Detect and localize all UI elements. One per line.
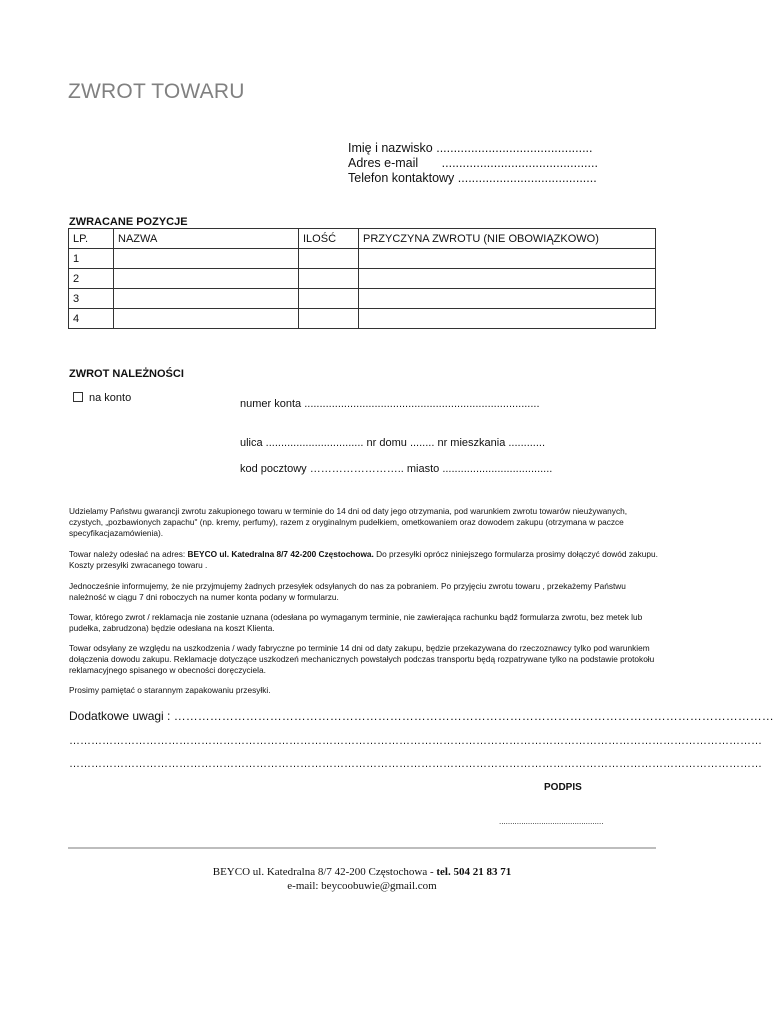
footer-divider (68, 847, 656, 849)
name-cell[interactable] (114, 289, 299, 309)
paragraph-prefix: Towar należy odesłać na adres: (69, 549, 188, 559)
row-number: 4 (69, 309, 114, 329)
terms-paragraph-3 (69, 581, 659, 603)
name-cell[interactable] (114, 269, 299, 289)
signature-label: PODPIS (544, 782, 582, 793)
header-lp: LP. (69, 229, 114, 249)
signature-line[interactable]: ............................................... (499, 817, 604, 826)
row-number: 1 (69, 249, 114, 269)
reason-cell[interactable] (359, 309, 656, 329)
name-field-line[interactable]: Imię i nazwisko ............................................. (348, 141, 593, 155)
return-address: BEYCO ul. Katedralna 8/7 42-200 Częstochowa. (187, 549, 374, 559)
footer-address (0, 866, 724, 878)
row-number: 2 (69, 269, 114, 289)
footer-address-text: BEYCO ul. Katedralna 8/7 42-200 Częstochowa - (212, 866, 437, 878)
table-row (69, 289, 656, 309)
refund-section-heading: ZWROT NALEŻNOŚCI (69, 368, 184, 380)
reason-cell[interactable] (359, 249, 656, 269)
header-reason: PRZYCZYNA ZWROTU (NIE OBOWIĄZKOWO) (359, 229, 656, 249)
table-row (69, 269, 656, 289)
additional-notes-line[interactable]: Dodatkowe uwagi : …………………………………………………………………………………………………………………………………… (69, 709, 774, 723)
table-row (69, 309, 656, 329)
footer-email: e-mail: beycoobuwie@gmail.com (287, 880, 437, 892)
reason-cell[interactable] (359, 269, 656, 289)
terms-paragraph-5 (69, 643, 659, 676)
items-table (68, 228, 656, 329)
quantity-cell[interactable] (299, 309, 359, 329)
quantity-cell[interactable] (299, 249, 359, 269)
quantity-cell[interactable] (299, 269, 359, 289)
additional-notes-line-2[interactable]: ……………………………………………………………………………………………………………………………………………………………………… (69, 735, 762, 747)
additional-notes-line-3[interactable]: ……………………………………………………………………………………………………………………………………………………………………… (69, 758, 762, 770)
terms-paragraph-1 (69, 506, 659, 539)
row-number: 3 (69, 289, 114, 309)
paragraph-text: Udzielamy Państwu gwarancji zwrotu zakupionego towaru w terminie do 14 dni od daty jego otrzymania, pod warunkiem zwrotu towarów nieużywanych, czystych, „pozbawionych zapachu" (np. kremy, perfumy), razem z oryginalnym pudełkiem, ometkowaniem oraz dowodem zakupu (otrzymana w paczce specyfikacjazamówienia). (69, 506, 628, 538)
paragraph-text: Prosimy pamiętać o starannym zapakowaniu przesyłki. (69, 685, 271, 695)
street-address-line[interactable]: ulica ................................ nr domu ........ nr mieszkania ............ (240, 437, 546, 449)
table-row (69, 249, 656, 269)
page-title: ZWROT TOWARU (68, 80, 245, 103)
reason-cell[interactable] (359, 289, 656, 309)
paragraph-text: Towar, którego zwrot / reklamacja nie zostanie uznana (odesłana po wymaganym terminie, nie zawierająca rachunku bądź formularza zwrotu, bez metek lub pudełka, zabrudzona) będzie odesłana na koszt Klienta. (69, 612, 643, 633)
items-section-heading: ZWRACANE POZYCJE (69, 216, 188, 228)
email-field-line[interactable] (348, 156, 598, 170)
name-cell[interactable] (114, 309, 299, 329)
postal-city-line[interactable]: kod pocztowy …………………….. miasto .................................... (240, 463, 553, 475)
terms-paragraph-6 (69, 685, 659, 696)
header-quantity: ILOŚĆ (299, 229, 359, 249)
terms-paragraph-4 (69, 612, 659, 634)
email-dots: ............................................. (441, 156, 598, 170)
table-header-row (69, 229, 656, 249)
paragraph-text (69, 549, 659, 571)
paragraph-text: Jednocześnie informujemy, że nie przyjmujemy żadnych przesyłek odsyłanych do nas za pobraniem. Po przyjęciu zwrotu towaru , przekażemy Państwu należność w ciągu 7 dni roboczych na numer konta podany w formularzu. (69, 581, 626, 602)
header-name: NAZWA (114, 229, 299, 249)
paragraph-suffix: Do przesyłki oprócz niniejszego formularza prosimy dołączyć dowód zakupu. Koszty przesyłki zwracanego towaru . (69, 549, 658, 570)
bank-account-option-label: na konto (89, 392, 132, 404)
checkbox[interactable] (73, 392, 83, 402)
bank-account-option[interactable] (73, 392, 131, 404)
name-cell[interactable] (114, 249, 299, 269)
account-number-line[interactable]: numer konta ............................................................................. (240, 398, 540, 410)
quantity-cell[interactable] (299, 289, 359, 309)
paragraph-text: Towar odsyłany ze względu na uszkodzenia / wady fabryczne po terminie 14 dni od daty zakupu, będzie przekazywana do rzeczoznawcy tylko pod warunkiem dołączenia dowodu zakupu. Reklamacje dotyczące uszkodzeń mechanicznych powstałych podczas transportu będą rozpatrywane tylko na podstawie protokołu reklamacyjnego spisanego w obecności doręczyciela. (69, 643, 655, 675)
email-label: Adres e-mail (348, 156, 419, 170)
phone-field-line[interactable]: Telefon kontaktowy ........................................ (348, 171, 597, 185)
footer-phone: tel. 504 21 83 71 (436, 866, 512, 878)
terms-paragraph-2 (69, 549, 659, 571)
